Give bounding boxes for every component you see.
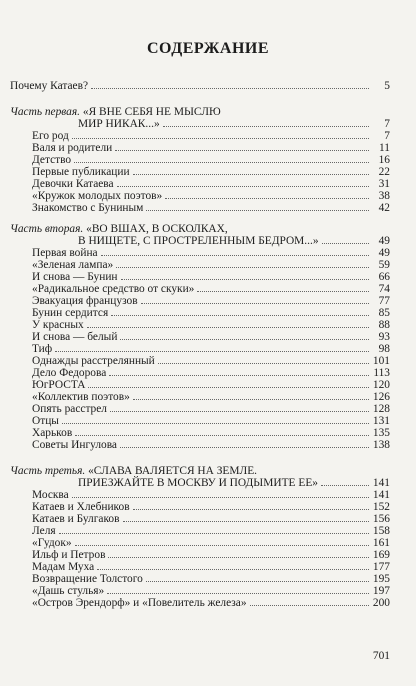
toc-page-number: 200: [372, 597, 390, 609]
toc-entry: [10, 154, 390, 166]
toc-page-number: 195: [372, 573, 390, 585]
toc-entry: [10, 379, 390, 391]
dot-leader: [72, 497, 369, 498]
toc-entry: [10, 271, 390, 283]
toc-entry: [10, 561, 390, 573]
toc-page-number: 152: [372, 501, 390, 513]
toc-entry: [10, 130, 390, 142]
part-heading-line2: [10, 235, 390, 247]
toc-page-number: 88: [378, 319, 390, 331]
toc-entry-label: «Радикальное средство от скуки»: [32, 283, 195, 295]
dot-leader: [116, 267, 369, 268]
toc-entry-label: «Коллектив поэтов»: [32, 391, 130, 403]
dot-leader: [123, 521, 370, 522]
toc-entry-label: Его род: [32, 130, 69, 142]
dot-leader: [163, 126, 369, 127]
toc-page-number: 101: [372, 355, 390, 367]
dot-leader: [107, 593, 369, 594]
toc-page-number: 169: [372, 549, 390, 561]
dot-leader: [110, 411, 369, 412]
dot-leader: [133, 174, 369, 175]
toc-page-number: 42: [378, 202, 390, 214]
toc-page-number: 113: [373, 367, 390, 379]
dot-leader: [321, 485, 369, 486]
part-heading: [10, 106, 390, 118]
toc-page-number: 131: [372, 415, 390, 427]
toc-page-number: 93: [378, 331, 390, 343]
toc-entry: [10, 573, 390, 585]
toc-entry: [10, 295, 390, 307]
part-title-line2: В НИЩЕТЕ, С ПРОСТРЕЛЕННЫМ БЕДРОМ...»: [78, 235, 319, 247]
dot-leader: [165, 198, 369, 199]
toc-page-number: 98: [378, 343, 390, 355]
toc-page-number: 158: [372, 525, 390, 537]
toc-page-number: 141: [372, 489, 390, 501]
toc-entry: [10, 439, 390, 451]
toc-entry: [10, 513, 390, 525]
toc-entry-label: Тиф: [32, 343, 53, 355]
toc-entry-label: Опять расстрел: [32, 403, 107, 415]
toc-entry-label: Эвакуация французов: [32, 295, 138, 307]
dot-leader: [88, 387, 369, 388]
toc-entry: [10, 403, 390, 415]
dot-leader: [115, 150, 369, 151]
toc-page-number: 126: [372, 391, 390, 403]
dot-leader: [120, 339, 369, 340]
part-heading: [10, 465, 390, 477]
dot-leader: [97, 569, 369, 570]
toc-entry: [10, 585, 390, 597]
part-title-line2: ПРИЕЗЖАЙТЕ В МОСКВУ И ПОДЫМИТЕ ЕЕ»: [78, 477, 318, 489]
toc-entry: [10, 247, 390, 259]
dot-leader: [75, 435, 369, 436]
toc-entry-label: «Зеленая лампа»: [32, 259, 114, 271]
toc-page-number: 49: [378, 235, 390, 247]
toc-entry-label: Катаев и Булгаков: [32, 513, 120, 525]
toc-entry: [10, 142, 390, 154]
toc-page-number: 7: [384, 118, 390, 130]
part-title-line1: «Я ВНЕ СЕБЯ НЕ МЫСЛЮ: [82, 106, 221, 118]
toc-page-number: 141: [372, 477, 390, 489]
part-title-line1: «СЛАВА ВАЛЯЕТСЯ НА ЗЕМЛЕ.: [88, 465, 258, 477]
dot-leader: [197, 291, 369, 292]
toc-entry: [10, 319, 390, 331]
toc-entry: [10, 391, 390, 403]
dot-leader: [62, 423, 369, 424]
toc-page-number: 77: [378, 295, 390, 307]
dot-leader: [322, 243, 369, 244]
toc-entry-label: «Гудок»: [32, 537, 72, 549]
toc-page-number: 74: [378, 283, 390, 295]
dot-leader: [91, 88, 369, 89]
toc-entry-label: Ильф и Петров: [32, 549, 106, 561]
toc-entry-label: Харьков: [32, 427, 73, 439]
toc-entry-label: Знакомство с Буниным: [32, 202, 144, 214]
toc-entry-label: Однажды расстрелянный: [32, 355, 155, 367]
toc-part-3: [10, 465, 390, 609]
toc-entry: [10, 597, 390, 609]
toc-entry-label: Возвращение Толстого: [32, 573, 143, 585]
toc-page-number: 85: [378, 307, 390, 319]
toc-entry: [10, 367, 390, 379]
page-title: СОДЕРЖАНИЕ: [146, 40, 270, 57]
toc-entry: [10, 283, 390, 295]
part-prefix: Часть первая.: [10, 106, 81, 118]
toc-entry: [10, 178, 390, 190]
dot-leader: [146, 581, 369, 582]
dot-leader: [158, 363, 369, 364]
toc-page-number: 66: [378, 271, 390, 283]
toc-entry: [10, 343, 390, 355]
dot-leader: [146, 210, 369, 211]
toc-entry: [10, 355, 390, 367]
part-heading: [10, 223, 390, 235]
toc-entry-label: Советы Ингулова: [32, 439, 117, 451]
part-prefix: Часть третья.: [10, 465, 86, 477]
toc-page-number: 120: [372, 379, 390, 391]
dot-leader: [250, 605, 369, 606]
toc-entry: [10, 415, 390, 427]
dot-leader: [72, 138, 369, 139]
page-number: 701: [372, 650, 390, 662]
toc-entry-label: И снова — Бунин: [32, 271, 118, 283]
dot-leader: [75, 545, 369, 546]
toc-page-number: 135: [372, 427, 390, 439]
toc-entry: [10, 166, 390, 178]
toc-entry: [10, 190, 390, 202]
toc-page-number: 5: [384, 80, 390, 92]
toc-entry: [10, 307, 390, 319]
toc-entry-label: Первые публикации: [32, 166, 130, 178]
toc-entry-label: «Дашь стулья»: [32, 585, 105, 597]
toc-entry: [10, 259, 390, 271]
toc-page-number: 197: [372, 585, 390, 597]
toc-entry-label: И снова — белый: [32, 331, 118, 343]
part-heading-line2: [10, 477, 390, 489]
toc-entry: [10, 549, 390, 561]
toc-entry-label: «Остров Эрендорф» и «Повелитель железа»: [32, 597, 247, 609]
toc-part-1: [10, 106, 390, 214]
toc-page-number: 156: [372, 513, 390, 525]
toc-page-number: 49: [378, 247, 390, 259]
dot-leader: [120, 447, 369, 448]
dot-leader: [121, 279, 369, 280]
toc-page-number: 11: [379, 142, 390, 154]
toc-page-number: 22: [378, 166, 390, 178]
dot-leader: [55, 351, 369, 352]
toc-entry: [10, 537, 390, 549]
toc-entry: [10, 427, 390, 439]
toc-entry-label: Леля: [32, 525, 56, 537]
dot-leader: [141, 303, 369, 304]
dot-leader: [108, 557, 369, 558]
dot-leader: [111, 315, 369, 316]
dot-leader: [87, 327, 369, 328]
toc-entry-label: Москва: [32, 489, 69, 501]
toc-intro: [10, 80, 390, 92]
toc-page-number: 7: [384, 130, 390, 142]
toc-entry-label: Валя и родители: [32, 142, 113, 154]
toc-page-number: 38: [378, 190, 390, 202]
toc-entry-label: Отцы: [32, 415, 59, 427]
part-title-line2: МИР НИКАК...»: [78, 118, 160, 130]
toc-page-number: 177: [372, 561, 390, 573]
toc-entry: [10, 525, 390, 537]
dot-leader: [133, 399, 369, 400]
toc-page-number: 138: [372, 439, 390, 451]
dot-leader: [101, 255, 369, 256]
toc-entry-label: Почему Катаев?: [10, 80, 89, 92]
toc-entry: [10, 202, 390, 214]
toc-page-number: 59: [378, 259, 390, 271]
dot-leader: [133, 509, 369, 510]
toc-entry-label: ЮгРОСТА: [32, 379, 86, 391]
toc-part-2: [10, 223, 390, 451]
toc-entry-label: Мадам Муха: [32, 561, 95, 573]
dot-leader: [109, 375, 369, 376]
toc-entry-label: Девочки Катаева: [32, 178, 114, 190]
toc-entry: [10, 489, 390, 501]
toc-page-number: 31: [378, 178, 390, 190]
dot-leader: [117, 186, 369, 187]
toc-entry: [10, 331, 390, 343]
part-title-line1: «ВО ВШАХ, В ОСКОЛКАХ,: [86, 223, 228, 235]
toc-page-number: 161: [372, 537, 390, 549]
toc-entry-label: Бунин сердится: [32, 307, 109, 319]
toc-entry-label: Дело Федорова: [32, 367, 107, 379]
toc-entry-label: Первая война: [32, 247, 98, 259]
toc-page-number: 16: [378, 154, 390, 166]
part-prefix: Часть вторая.: [10, 223, 84, 235]
toc-entry: [10, 501, 390, 513]
toc-entry-label: Детство: [32, 154, 72, 166]
toc-page-number: 128: [372, 403, 390, 415]
part-heading-line2: [10, 118, 390, 130]
toc-entry-label: «Кружок молодых поэтов»: [32, 190, 163, 202]
table-of-contents: [10, 80, 390, 609]
toc-entry-label: Катаев и Хлебников: [32, 501, 130, 513]
toc-entry-label: У красных: [32, 319, 84, 331]
dot-leader: [59, 533, 369, 534]
dot-leader: [74, 162, 369, 163]
